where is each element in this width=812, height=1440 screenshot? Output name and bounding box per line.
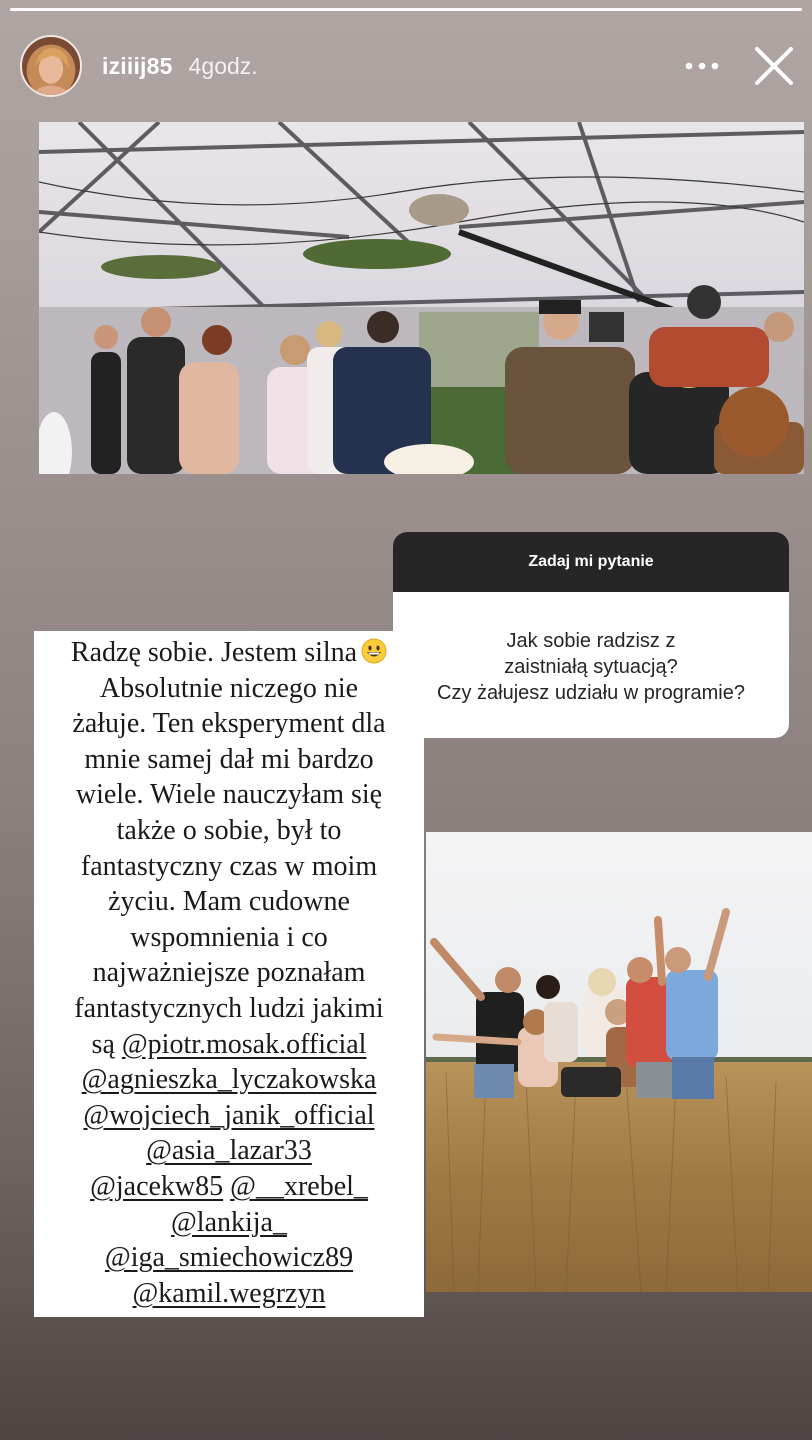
question-line: Jak sobie radzisz z xyxy=(506,630,676,652)
post-time: 4godz. xyxy=(188,52,258,79)
answer-line xyxy=(34,1169,424,1205)
grinning-face-emoji xyxy=(361,638,387,664)
answer-line: wiele. Wiele nauczyłam się xyxy=(75,779,383,811)
mention-link[interactable]: @__xrebel_ xyxy=(230,1170,368,1202)
mention-link[interactable]: @asia_lazar33 xyxy=(146,1135,312,1167)
question-sticker[interactable] xyxy=(393,532,789,738)
answer-line: fantastyczny czas w moim xyxy=(80,850,378,882)
more-horizontal-icon[interactable] xyxy=(682,51,722,81)
answer-line: najważniejsze poznałam xyxy=(92,957,366,989)
question-sticker-header: Zadaj mi pytanie xyxy=(393,532,789,592)
question-line: zaistniałą sytuacją? xyxy=(504,656,678,678)
answer-line: żałuje. Ten eksperyment dla xyxy=(72,708,386,740)
story-progress-fill xyxy=(10,8,802,11)
answer-text-box xyxy=(34,631,424,1317)
wheat-field-group-photo xyxy=(426,832,812,1292)
question-line: Czy żałujesz udziału w programie? xyxy=(437,682,745,704)
answer-line xyxy=(34,1027,424,1063)
answer-line: także o sobie, był to xyxy=(116,814,342,846)
answer-line: fantastycznych ludzi jakimi xyxy=(74,992,384,1024)
answer-line: mnie samej dał mi bardzo xyxy=(84,743,374,775)
mention-link[interactable]: @kamil.wegrzyn xyxy=(132,1277,326,1309)
mention-link[interactable]: @iga_smiechowicz89 xyxy=(104,1242,354,1274)
mention-link[interactable]: @agnieszka_lyczakowska xyxy=(81,1064,377,1096)
wedding-tent-photo xyxy=(39,122,804,474)
username[interactable]: iziiij85 xyxy=(102,52,173,79)
mention-link[interactable]: @lankija_ xyxy=(171,1206,287,1238)
avatar-photo xyxy=(22,37,80,95)
story-header xyxy=(20,34,796,98)
close-icon[interactable] xyxy=(752,44,796,88)
answer-line-text: są xyxy=(91,1028,115,1060)
story-progress-bar xyxy=(10,8,802,11)
answer-line: życiu. Mam cudowne xyxy=(108,886,350,918)
answer-line-text: Radzę sobie. Jestem silna xyxy=(70,637,358,668)
question-text xyxy=(393,592,789,706)
mention-link[interactable]: @piotr.mosak.official xyxy=(121,1028,367,1060)
answer-line xyxy=(34,635,424,671)
answer-line: Absolutnie niczego nie xyxy=(99,672,359,704)
answer-line: wspomnienia i co xyxy=(130,921,328,953)
avatar[interactable] xyxy=(20,35,82,97)
mention-link[interactable]: @wojciech_janik_official xyxy=(83,1099,375,1131)
mention-link[interactable]: @jacekw85 xyxy=(90,1170,224,1202)
